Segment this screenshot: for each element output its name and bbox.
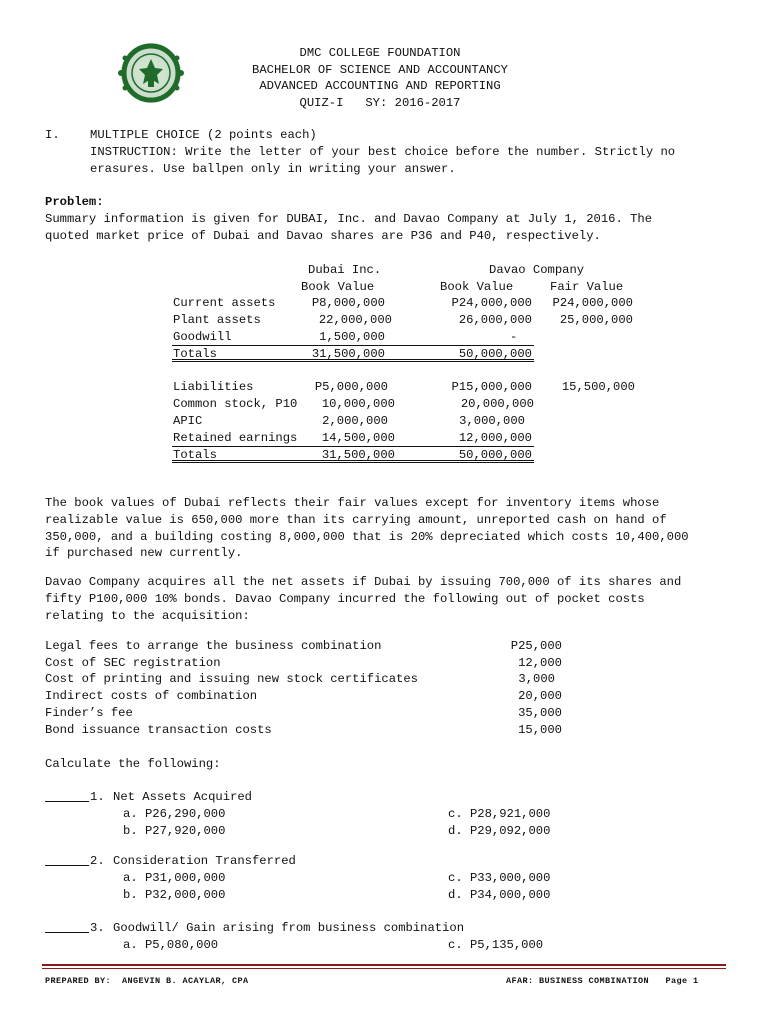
choice-c: c. P33,000,000 <box>448 871 551 885</box>
col2-heading: Book Value <box>440 280 514 294</box>
row-value: P24,000,000 <box>552 296 633 310</box>
row-value: P15,000,000 <box>451 380 532 394</box>
row-label: Totals <box>173 448 217 462</box>
question-number: 2. <box>90 854 105 868</box>
paragraph-line: fifty P100,000 10% bonds. Davao Company incurred the following out of pocket costs <box>45 592 645 606</box>
course-name: ADVANCED ACCOUNTING AND REPORTING <box>259 79 501 94</box>
college-seal-logo <box>115 42 187 104</box>
row-label: Totals <box>173 347 217 361</box>
choice-a: a. P5,080,000 <box>123 938 219 952</box>
row-value: 15,500,000 <box>561 380 635 394</box>
company2-heading: Davao Company <box>489 263 585 277</box>
instruction-line-1: INSTRUCTION: Write the letter of your best choice before the number. Strictly no <box>90 145 676 159</box>
row-value: P24,000,000 <box>451 296 532 310</box>
answer-blank[interactable] <box>45 789 89 802</box>
cost-value: 12,000 <box>518 656 562 670</box>
company1-heading: Dubai Inc. <box>308 263 382 277</box>
footer-rule <box>42 968 726 969</box>
choice-d: d. P29,092,000 <box>448 824 551 838</box>
cost-value: 35,000 <box>518 706 562 720</box>
row-label: Retained earnings <box>173 431 298 445</box>
question-text: Consideration Transferred <box>113 854 296 868</box>
choice-c: c. P28,921,000 <box>448 807 551 821</box>
row-value: 1,500,000 <box>319 330 385 344</box>
row-label: Plant assets <box>173 313 261 327</box>
quiz-title: QUIZ-I SY: 2016-2017 <box>299 95 461 110</box>
row-label: Liabilities <box>173 380 254 394</box>
paragraph-line: The book values of Dubai reflects their fair values except for inventory items whose <box>45 496 660 510</box>
row-value: 3,000,000 <box>459 414 525 428</box>
calculate-prompt: Calculate the following: <box>45 757 221 771</box>
footer-page-info: AFAR: BUSINESS COMBINATION Page 1 <box>506 976 699 986</box>
row-value: 50,000,000 <box>458 448 532 462</box>
paragraph-line: 350,000, and a building costing 8,000,000 that is 20% depreciated which costs 10,400,000 <box>45 530 689 544</box>
cost-value: 20,000 <box>518 689 562 703</box>
choice-c: c. P5,135,000 <box>448 938 544 952</box>
row-label: Common stock, P10 <box>173 397 298 411</box>
paragraph-line: Davao Company acquires all the net assets if Dubai by issuing 700,000 of its shares and <box>45 575 682 589</box>
cost-label: Indirect costs of combination <box>45 689 258 703</box>
cost-label: Legal fees to arrange the business combination <box>45 639 382 653</box>
cost-label: Cost of SEC registration <box>45 656 221 670</box>
row-value: 31,500,000 <box>321 448 395 462</box>
cost-value: P25,000 <box>510 639 562 653</box>
row-label: Goodwill <box>173 330 232 344</box>
paragraph-line: realizable value is 650,000 more than its carrying amount, unreported cash on hand of <box>45 513 667 527</box>
problem-line-1: Summary information is given for DUBAI, Inc. and Davao Company at July 1, 2016. The <box>45 212 653 226</box>
row-label: Current assets <box>173 296 276 310</box>
question-text: Goodwill/ Gain arising from business combination <box>113 921 465 935</box>
cost-value: 3,000 <box>518 672 555 686</box>
row-value: - <box>510 330 518 344</box>
instruction-line-2: erasures. Use ballpen only in writing your answer. <box>90 162 456 176</box>
col3-heading: Fair Value <box>550 280 624 294</box>
row-value: P8,000,000 <box>311 296 385 310</box>
table-double-rule <box>172 359 534 362</box>
document-header <box>180 45 580 111</box>
cost-value: 15,000 <box>518 723 562 737</box>
row-label: APIC <box>173 414 203 428</box>
row-value: 2,000,000 <box>322 414 388 428</box>
cost-label: Cost of printing and issuing new stock certificates <box>45 672 418 686</box>
choice-b: b. P32,000,000 <box>123 888 226 902</box>
row-value: 50,000,000 <box>458 347 532 361</box>
table-double-rule <box>172 460 534 463</box>
row-value: 26,000,000 <box>458 313 532 327</box>
program-name: BACHELOR OF SCIENCE AND ACCOUNTANCY <box>252 62 508 77</box>
section-title: MULTIPLE CHOICE (2 points each) <box>90 128 317 142</box>
answer-blank[interactable] <box>45 853 89 866</box>
paragraph-line: if purchased new currently. <box>45 546 243 560</box>
row-value: 22,000,000 <box>318 313 392 327</box>
choice-a: a. P26,290,000 <box>123 807 226 821</box>
row-value: 25,000,000 <box>559 313 633 327</box>
question-text: Net Assets Acquired <box>113 790 252 804</box>
row-value: 12,000,000 <box>458 431 532 445</box>
row-value: 10,000,000 <box>321 397 395 411</box>
row-value: 20,000,000 <box>460 397 534 411</box>
footer-rule <box>42 964 726 966</box>
choice-d: d. P34,000,000 <box>448 888 551 902</box>
cost-label: Finder’s fee <box>45 706 133 720</box>
col1-heading: Book Value <box>301 280 375 294</box>
row-value: 14,500,000 <box>321 431 395 445</box>
answer-blank[interactable] <box>45 920 89 933</box>
row-value: P5,000,000 <box>314 380 388 394</box>
problem-label: Problem: <box>45 195 104 209</box>
choice-b: b. P27,920,000 <box>123 824 226 838</box>
question-number: 1. <box>90 790 105 804</box>
problem-line-2: quoted market price of Dubai and Davao shares are P36 and P40, respectively. <box>45 229 601 243</box>
footer-prepared-by: PREPARED BY: ANGEVIN B. ACAYLAR, CPA <box>45 976 249 986</box>
choice-a: a. P31,000,000 <box>123 871 226 885</box>
cost-label: Bond issuance transaction costs <box>45 723 272 737</box>
college-name: DMC COLLEGE FOUNDATION <box>299 46 461 60</box>
section-number: I. <box>45 128 60 142</box>
row-value: 31,500,000 <box>311 347 385 361</box>
paragraph-line: relating to the acquisition: <box>45 609 250 623</box>
question-number: 3. <box>90 921 105 935</box>
